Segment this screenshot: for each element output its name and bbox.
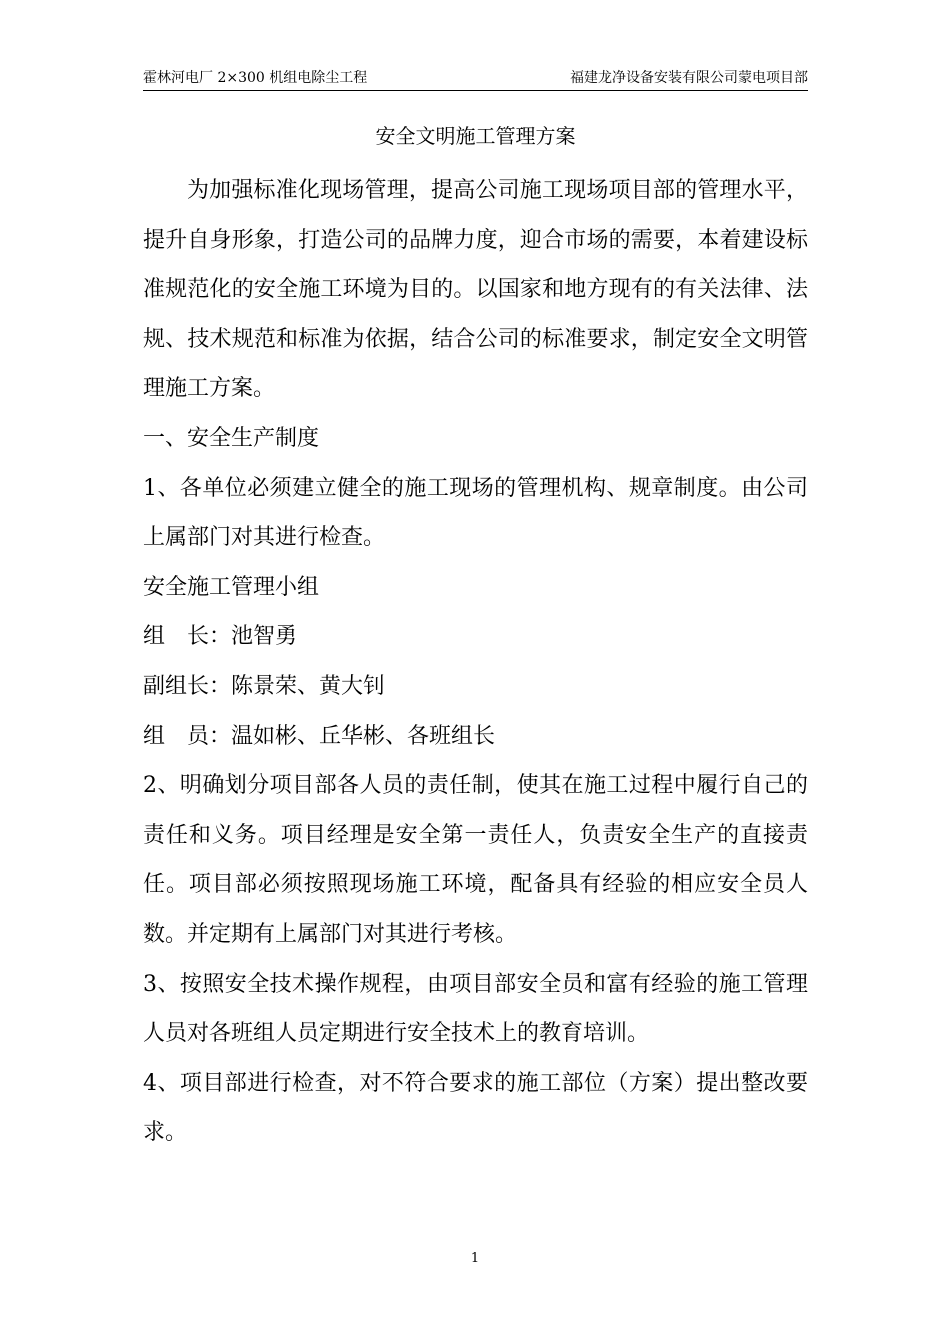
- group-members: 组 员：温如彬、丘华彬、各班组长: [143, 723, 496, 749]
- intro-paragraph: 为加强标准化现场管理，提高公司施工现场项目部的管理水平，提升自身形象，打造公司的品牌力度，迎合市场的需要，本着建设标准规范化的安全施工环境为目的。以国家和地方现有的有关法律、法规、技术规范和标准为依据，结合公司的标准要求，制定安全文明管理施工方案。: [143, 178, 808, 402]
- clause-2: 2、明确划分项目部各人员的责任制，使其在施工过程中履行自己的责任和义务。项目经理是安全第一责任人，负责安全生产的直接责任。项目部必须按照现场施工环境，配备具有经验的相应安全员人数。并定期有上属部门对其进行考核。: [143, 773, 808, 947]
- header-company-name: 福建龙净设备安装有限公司蒙电项目部: [570, 70, 808, 86]
- header-project-name: 霍林河电厂 2×300 机组电除尘工程: [143, 70, 368, 86]
- group-heading: 安全施工管理小组: [143, 574, 320, 600]
- clause-3: 3、按照安全技术操作规程，由项目部安全员和富有经验的施工管理人员对各班组人员定期进行安全技术上的教育培训。: [143, 971, 808, 1047]
- group-deputy-leader: 副组长：陈景荣、黄大钊: [143, 673, 386, 699]
- section-heading: 一、安全生产制度: [143, 425, 320, 451]
- page-header: [143, 66, 808, 91]
- group-leader: 组 长：池智勇: [143, 624, 298, 650]
- page-number: 1: [470, 1251, 480, 1266]
- document-body: [143, 166, 808, 1158]
- document-title: 安全文明施工管理方案: [375, 124, 576, 148]
- clause-1: 1、各单位必须建立健全的施工现场的管理机构、规章制度。由公司上属部门对其进行检查。: [143, 475, 808, 551]
- clause-4: 4、项目部进行检查，对不符合要求的施工部位（方案）提出整改要求。: [143, 1070, 808, 1146]
